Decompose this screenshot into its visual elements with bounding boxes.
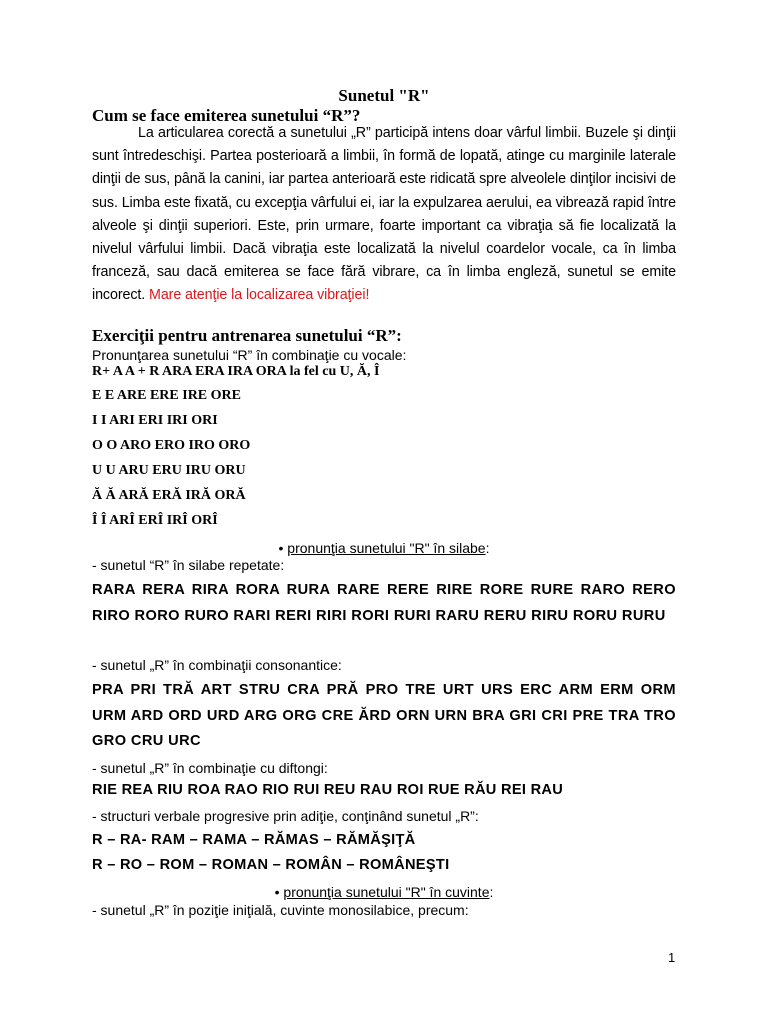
colon: : <box>489 884 494 900</box>
bullet-icon: • <box>274 884 280 900</box>
section-syllables <box>92 540 676 556</box>
vowel-intro: Pronunţarea sunetului “R” în combinaţie cu vocale: <box>92 347 407 363</box>
note-diphthong: - sunetul „R” în combinaţie cu diftongi: <box>92 760 328 776</box>
note-progressive: - structuri verbale progresive prin adiţie, conţinând sunetul „R”: <box>92 808 479 824</box>
diphthong-line: RIE REA RIU ROA RAO RIO RUI REU RAU ROI RUE RĂU REI RAU <box>92 782 564 798</box>
heading-exercises: Exerciţii pentru antrenarea sunetului “R”: <box>92 326 402 345</box>
heading-emission: Cum se face emiterea sunetului “R”? <box>92 106 361 125</box>
section-syllables-label: pronunţia sunetului "R" în silabe <box>287 540 486 556</box>
note-consonant: - sunetul „R” în combinaţii consonantice: <box>92 657 342 673</box>
consonant-combinations-block: PRA PRI TRĂ ART STRU CRA PRĂ PRO TRE URT URS ERC ARM ERM ORM URM ARD ORD URD ARG ORG CRE ĂRD ORN URN BRA GRI CRI PRE TRA TRO GRO CRU URC <box>92 682 676 749</box>
paragraph-text: La articularea corectă a sunetului „R” participă intens doar vârful limbii. Buzele şi dinţii sunt întredeschişi. Partea posterioară a limbii, în formă de lopată, atinge cu marginile laterale dinţii de sus, până la canini, iar partea anterioară este ridicată spre alveolele dinţilor incisivi de sus. Limba este fixată, cu excepţia vârfului ei, iar la expulzarea aerului, ea vibrează rapid între alveole şi dinţii superiori. Este, prin urmare, foarte important ca vibraţia să fie localizată la nivelul vârfului limbii. Dacă vibraţia este localizată la nivelul coardelor vocale, ca în limba franceză, sau dacă emiterea se face fără vibrare, ca în limba engleză, sunetul se emite incorect. <box>92 125 676 304</box>
section-words-label: pronunţia sunetului "R" în cuvinte <box>283 884 490 900</box>
progressive-line: R – RA- RAM – RAMA – RĂMAS – RĂMĂŞIŢĂ <box>92 832 416 848</box>
vowel-line: Ă Ă ARĂ ERĂ IRĂ ORĂ <box>92 488 246 503</box>
vowel-line: I I ARI ERI IRI ORI <box>92 413 218 428</box>
progressive-line: R – RO – ROM – ROMAN – ROMÂN – ROMÂNEŞTI <box>92 857 450 873</box>
repeated-syllables-block: RARA RERA RIRA RORA RURA RARE RERE RIRE RORE RURE RARO RERO RIRO RORO RURO RARI RERI RIRI RORI RURI RARU RERU RIRU RORU RURU <box>92 582 676 624</box>
vowel-line: O O ARO ERO IRO ORO <box>92 438 251 453</box>
note-repeated: - sunetul “R” în silabe repetate: <box>92 557 285 573</box>
vowel-line: E E ARE ERE IRE ORE <box>92 388 241 403</box>
bullet-icon: • <box>278 540 284 556</box>
vowel-line: R+ A A + R ARA ERA IRA ORA la fel cu U, Ă, Î <box>92 364 380 379</box>
highlight-warning: Mare atenţie la localizarea vibraţiei! <box>149 287 370 304</box>
document-title: Sunetul "R" <box>338 86 430 105</box>
colon: : <box>485 540 490 556</box>
section-words <box>92 884 676 900</box>
page-number: 1 <box>668 950 676 965</box>
intro-paragraph <box>92 122 676 308</box>
vowel-line: U U ARU ERU IRU ORU <box>92 463 246 478</box>
vowel-line: Î Î ARÎ ERÎ IRÎ ORÎ <box>92 513 218 528</box>
note-initial: - sunetul „R” în poziţie iniţială, cuvinte monosilabice, precum: <box>92 902 469 918</box>
